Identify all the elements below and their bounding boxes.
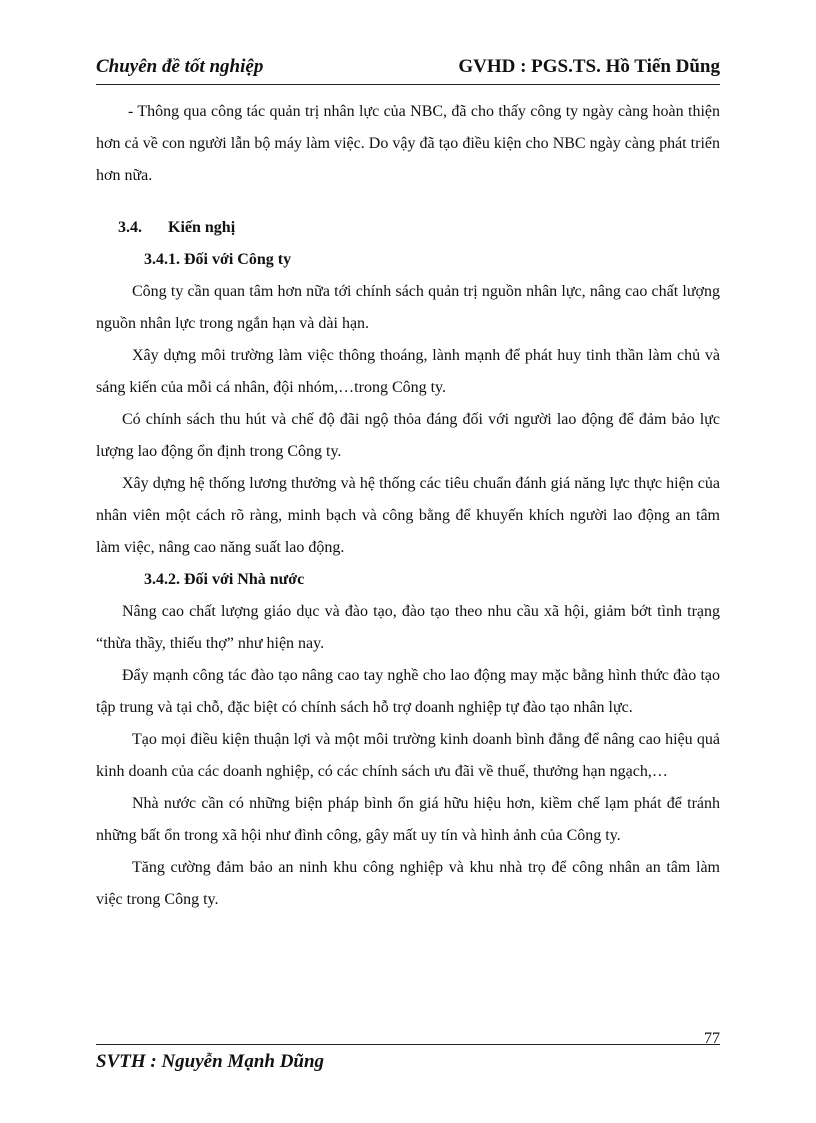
page-number: 77 <box>704 1030 720 1047</box>
intro-paragraph: - Thông qua công tác quản trị nhân lực của NBC, đã cho thấy công ty ngày càng hoàn thiện hơn cả về con người lẫn bộ máy làm việc. Do vậy đã tạo điều kiện cho NBC ngày càng phát triển hơn nữa. <box>96 103 720 184</box>
paragraph: Công ty cần quan tâm hơn nữa tới chính sách quản trị nguồn nhân lực, nâng cao chất lượng nguồn nhân lực trong ngắn hạn và dài hạn. <box>96 283 720 332</box>
section-number: 3.4. <box>118 219 142 236</box>
subsection-heading-company: 3.4.1. Đối với Công ty <box>144 251 292 268</box>
page-content <box>96 96 720 916</box>
section-heading <box>118 212 720 244</box>
paragraph: Nhà nước cần có những biện pháp bình ổn giá hữu hiệu hơn, kiềm chế lạm phát để tránh những bất ổn trong xã hội như đình công, gây mất uy tín và hình ảnh của Công ty. <box>96 795 720 844</box>
page-footer: SVTH : Nguyễn Mạnh Dũng <box>96 1044 720 1073</box>
subsection-heading-state: 3.4.2. Đối với Nhà nước <box>144 571 305 588</box>
paragraph: Xây dựng môi trường làm việc thông thoáng, lành mạnh để phát huy tinh thần làm chủ và sáng kiến của mỗi cá nhân, đội nhóm,…trong Công ty. <box>96 347 720 396</box>
paragraph: Nâng cao chất lượng giáo dục và đào tạo, đào tạo theo nhu cầu xã hội, giảm bớt tình trạng “thừa thầy, thiếu thợ” như hiện nay. <box>96 603 720 652</box>
header-advisor: GVHD : PGS.TS. Hồ Tiến Dũng <box>458 56 720 77</box>
section-title: Kiến nghị <box>168 219 236 236</box>
page-header <box>96 50 720 85</box>
paragraph: Tạo mọi điều kiện thuận lợi và một môi trường kinh doanh bình đẳng để nâng cao hiệu quả kinh doanh của các doanh nghiệp, có các chính sách ưu đãi về thuế, thưởng hạn ngạch,… <box>96 731 720 780</box>
paragraph: Xây dựng hệ thống lương thưởng và hệ thống các tiêu chuẩn đánh giá năng lực thực hiện của nhân viên một cách rõ ràng, minh bạch và công bằng để khuyến khích người lao động an tâm làm việc, nâng cao năng suất lao động. <box>96 475 720 556</box>
paragraph: Đẩy mạnh công tác đào tạo nâng cao tay nghề cho lao động may mặc bằng hình thức đào tạo tập trung và tại chỗ, đặc biệt có chính sách hỗ trợ doanh nghiệp tự đào tạo nhân lực. <box>96 667 720 716</box>
paragraph: Có chính sách thu hút và chế độ đãi ngộ thỏa đáng đối với người lao động để đảm bảo lực lượng lao động ổn định trong Công ty. <box>96 411 720 460</box>
paragraph: Tăng cường đảm bảo an ninh khu công nghiệp và khu nhà trọ để công nhân an tâm làm việc trong Công ty. <box>96 859 720 908</box>
header-title: Chuyên đề tốt nghiệp <box>96 56 264 77</box>
